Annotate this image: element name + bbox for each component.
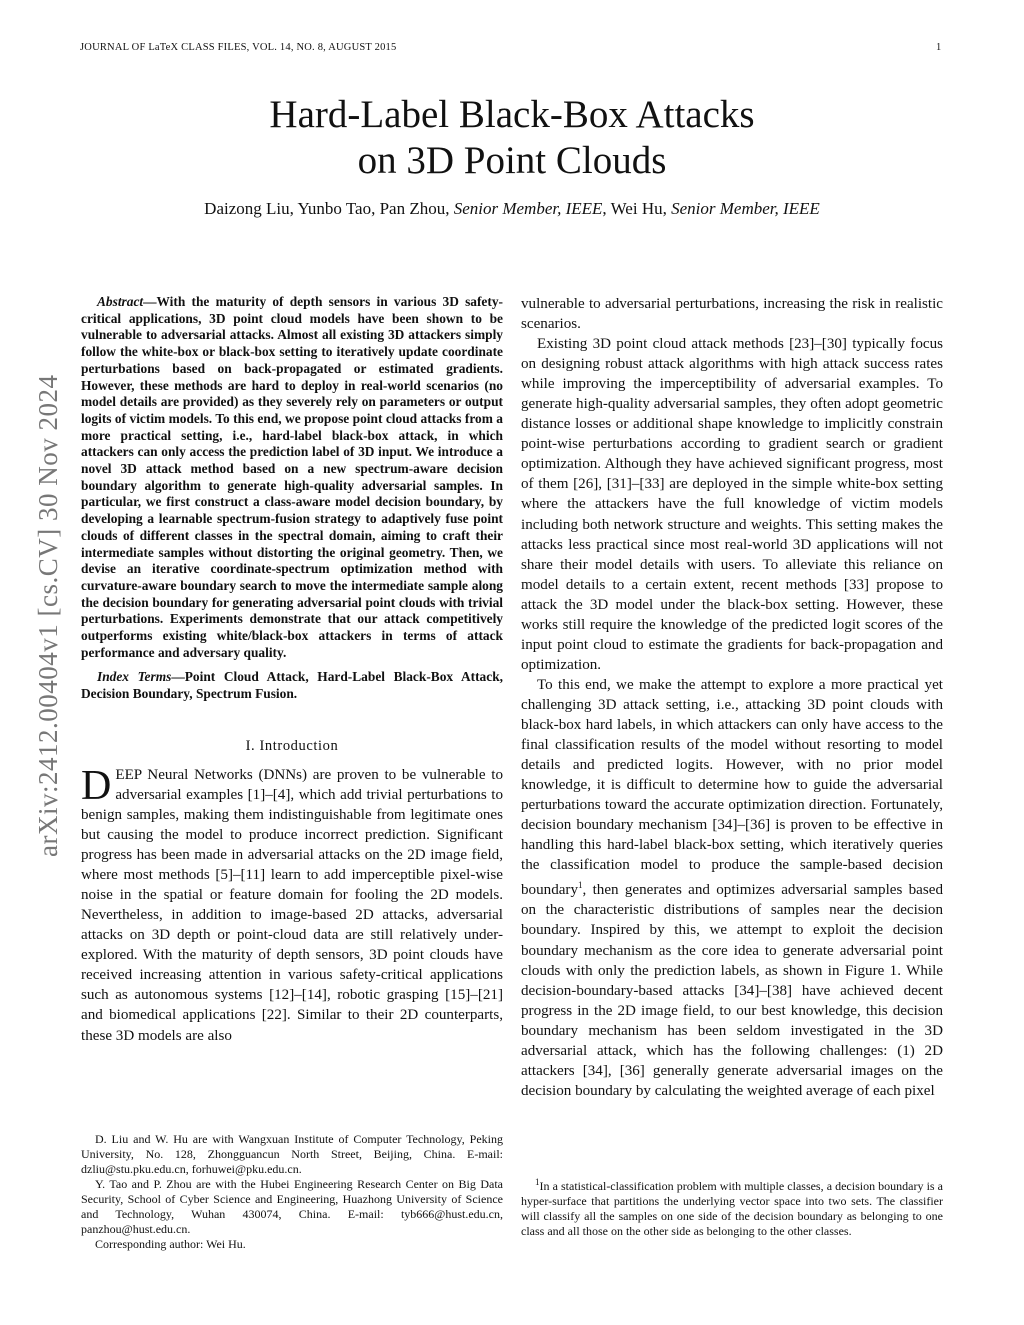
footnote-1-mark: 1 (535, 1177, 540, 1187)
author-role-2: Senior Member, IEEE (671, 199, 820, 218)
footnote-1 (521, 1175, 943, 1239)
abstract-text: —With the maturity of depth sensors in various 3D safety-critical applications, 3D point cloud models have been shown to be vulnerable to adversarial attacks. Almost all existing 3D attackers simply follow the white-box or black-box setting to iteratively update coordinate perturbations based on back-propagated or estimated gradients. However, these methods are hard to deploy in real-world scenarios (no model details are provided) as they severely rely on parameters or output logits of victim models. To this end, we propose point cloud attacks from a more practical setting, i.e., hard-label black-box attack, in which attackers can only access the prediction label of 3D input. We introduce a novel 3D attack method based on a new spectrum-aware decision boundary algorithm to generate high-quality adversarial samples. In particular, we first construct a class-aware model decision boundary, by developing a learnable spectrum-fusion strategy to adaptively fuse point clouds of different classes in the spectral domain, aiming to craft their intermediate samples without distorting the original geometry. Then, we devise an iterative coordinate-spectrum optimization method with curvature-aware boundary search to move the intermediate sample along the decision boundary for generating adversarial point clouds with trivial perturbations. Experiments demonstrate that our attack competitively outperforms existing white/black-box attackers in terms of attack performance and adversary quality. (81, 294, 503, 660)
authors-part-1: Daizong Liu, Yunbo Tao, Pan Zhou, (204, 199, 454, 218)
footnote-affiliation-1: D. Liu and W. Hu are with Wangxuan Institute of Computer Technology, Peking University, No. 128, Zhongguancun North Street, Beijing, China. E-mail: dzliu@stu.pku.edu.cn, forhuwei@pku.edu.cn. (81, 1132, 503, 1176)
paper-title (0, 92, 1024, 184)
intro-paragraph-3-text-b: , then generates and optimizes adversarial samples based on the characteristic distributions of samples near the decision boundary. Inspired by this, we attempt to exploit the decision boundary mechanism as the core idea to generate adversarial point clouds with only the prediction labels, as shown in Figure 1. While decision-boundary-based attacks [34]–[38] have achieved decent progress in the 2D image field, to our best knowledge, this decision boundary mechanism has been seldom investigated in the 3D adversarial attack, which has the following challenges: (1) 2D attackers [34], [36] generally generate adversarial images on the decision boundary by calculating the weighted average of each pixel (521, 882, 943, 1099)
right-column (521, 294, 943, 1101)
arxiv-side-label: arXiv:2412.00404v1 [cs.CV] 30 Nov 2024 (33, 374, 63, 857)
intro-paragraph-3 (521, 675, 943, 1101)
intro-paragraph-3-text-a: To this end, we make the attempt to explore a more practical yet challenging 3D attack setting, i.e., attacking 3D point clouds with black-box hard labels, in which attackers can only have access to the final classification results of the model without resorting to model details and predicted logits. However, with no prior model knowledge, it is difficult to determine how to guide the adversarial perturbations toward the accurate optimization direction. Fortunately, decision boundary mechanism [34]–[36] is proven to be effective in handling this hard-label black-box setting, which iteratively queries the classification model to produce the sample-based decision boundary (521, 676, 943, 899)
intro-paragraph-2: Existing 3D point cloud attack methods [23]–[30] typically focus on designing robust attack algorithms with high attack success rates while improving the imperceptibility of adversarial examples. To generate high-quality adversarial samples, they often adopt geometric distance losses or additional shape knowledge to implicitly constrain point-wise perturbations according to gradient search or gradient optimization. Although they have achieved significant progress, most of them [26], [31]–[33] are deployed in the simple white-box setting where the attackers have the full knowledge of victim models including both network structure and weights. This setting makes the attacks less practical since most real-world 3D applications will not share their model details with users. To alleviate this reliance on model details to a certain extent, recent methods [33] propose to attack the 3D model under the black-box setting. However, these works still require the knowledge of the predicted logit scores of the input point cloud to estimate the gradients for back-propagation and optimization. (521, 336, 943, 673)
decision-boundary-footnote (521, 1175, 943, 1239)
title-line-2: on 3D Point Clouds (357, 139, 667, 182)
left-column (81, 294, 503, 1046)
intro-paragraph-cont: vulnerable to adversarial perturbations, increasing the risk in realistic scenarios. (521, 296, 943, 333)
drop-cap: D (81, 762, 112, 809)
index-terms-text: —Point Cloud Attack, Hard-Label Black-Box Attack, Decision Boundary, Spectrum Fusion. (81, 669, 503, 702)
footnote-affiliation-2: Y. Tao and P. Zhou are with the Hubei Engineering Research Center on Big Data Security, School of Cyber Science and Engineering, Huazhong University of Science and Technology, Wuhan 430074, China. E-mail: tyb666@hust.edu.cn, panzhou@hust.edu.cn. (81, 1177, 503, 1236)
footnote-corresponding: Corresponding author: Wei Hu. (95, 1237, 246, 1251)
authors-part-2: , Wei Hu, (602, 199, 672, 218)
running-header: JOURNAL OF LaTeX CLASS FILES, VOL. 14, NO. 8, AUGUST 2015 (80, 42, 397, 53)
footnote-marker[interactable]: 1 (578, 880, 583, 891)
affiliation-footnotes (81, 1132, 503, 1252)
abstract (81, 294, 503, 661)
index-terms-label: Index Terms (97, 669, 172, 685)
title-line-1: Hard-Label Black-Box Attacks (269, 93, 755, 136)
index-terms (81, 669, 503, 702)
intro-paragraph-1 (81, 762, 503, 1046)
page-number: 1 (936, 42, 942, 53)
footnote-1-text: In a statistical-classification problem with multiple classes, a decision boundary is a hyper-surface that partitions the underlying vector space into two sets. The classifier will classify all the samples on one side of the decision boundary as belonging to one class and all those on the other side as belonging to the other classes. (521, 1179, 943, 1238)
section-heading: I. Introduction (245, 737, 339, 754)
abstract-label: Abstract (97, 294, 144, 309)
author-list (0, 199, 1024, 219)
intro-paragraph-1-text: EEP Neural Networks (DNNs) are proven to be vulnerable to adversarial examples [1]–[4], which add trivial perturbations to benign samples, making them indistinguishable from legitimate ones but causing the model to produce incorrect prediction. Significant progress has been made in adversarial attacks on the 2D image field, where most methods [5]–[11] learn to add imperceptible pixel-wise noise in the spatial or feature domain for fooling the 2D models. Nevertheless, in addition to image-based 2D attacks, adversarial attacks on 3D depth or point-cloud data are still relatively under-explored. With the maturity of depth sensors, 3D point clouds have received increasing attention in various safety-critical applications such as autonomous systems [12]–[14], robotic grasping [15]–[21] and biomedical applications [22]. Similar to their 2D counterparts, these 3D models are also (81, 766, 503, 1044)
author-role-1: Senior Member, IEEE (453, 199, 603, 218)
